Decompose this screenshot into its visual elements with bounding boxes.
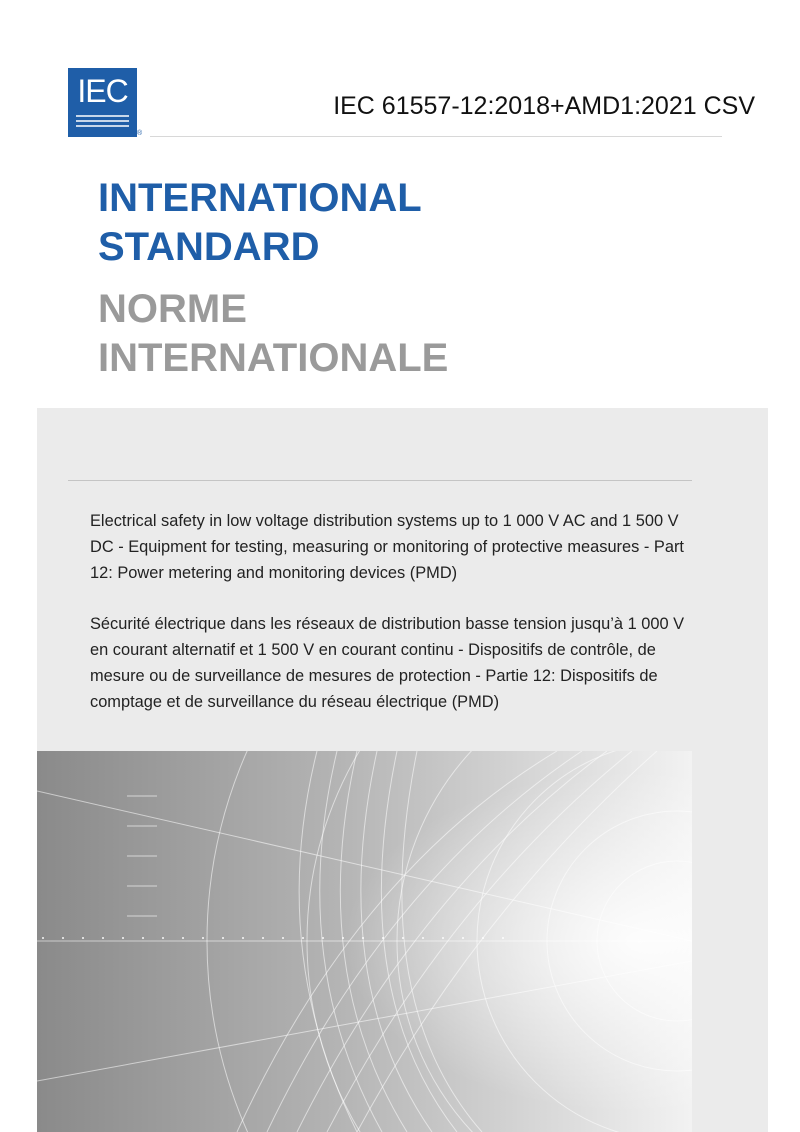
title-english-line-2: STANDARD bbox=[98, 225, 320, 269]
title-french bbox=[98, 285, 448, 383]
header-divider bbox=[150, 136, 722, 137]
title-english-line-1: INTERNATIONAL bbox=[98, 176, 422, 220]
title-english bbox=[98, 174, 422, 272]
iec-logo bbox=[68, 68, 137, 137]
registered-mark: ® bbox=[137, 130, 143, 137]
abstract-arcs-graphic-icon bbox=[37, 751, 692, 1132]
description-english: Electrical safety in low voltage distribution systems up to 1 000 V AC and 1 500 V DC - Equipment for testing, measuring or monitoring of protective measures - Part 12: Power metering and monitoring devices (PMD) bbox=[90, 512, 684, 582]
title-french-line-1: NORME bbox=[98, 287, 247, 331]
document-reference: IEC 61557-12:2018+AMD1:2021 CSV bbox=[333, 92, 755, 120]
iec-logo-text: IEC bbox=[77, 73, 128, 109]
logo-lines-icon bbox=[76, 114, 129, 130]
title-french-line-2: INTERNATIONALE bbox=[98, 336, 449, 380]
panel-divider bbox=[68, 480, 692, 481]
description-french: Sécurité électrique dans les réseaux de distribution basse tension jusqu’à 1 000 V en courant alternatif et 1 500 V en courant continu - Dispositifs de contrôle, de mesure ou de surveillance de mesures de protection - Partie 12: Dispositifs de comptage et de surveillance du réseau électrique (PMD) bbox=[90, 615, 685, 711]
